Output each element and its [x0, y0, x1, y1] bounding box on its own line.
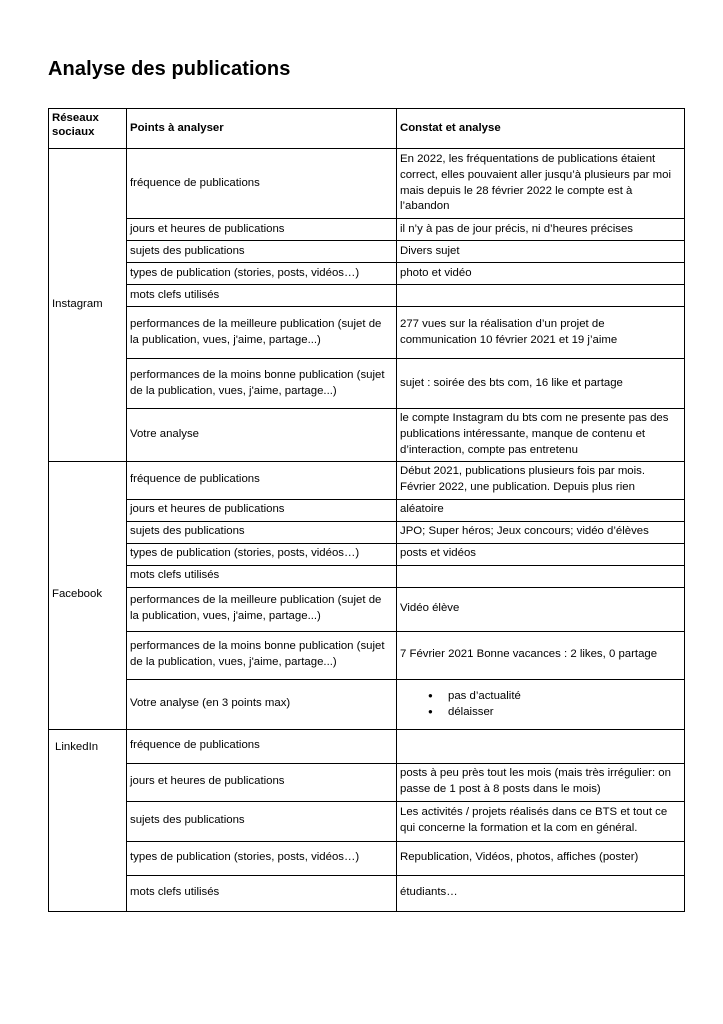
table-row [49, 841, 685, 875]
table-row [49, 543, 685, 565]
finding-cell: Les activités / projets réalisés dans ce BTS et tout ce qui concerne la formation et la com en général. [397, 801, 685, 841]
point-cell: Votre analyse (en 3 points max) [127, 679, 397, 729]
table-row [49, 763, 685, 801]
table-row [49, 241, 685, 263]
finding-cell: 7 Février 2021 Bonne vacances : 2 likes, 0 partage [397, 631, 685, 679]
point-cell: performances de la meilleure publication (sujet de la publication, vues, j'aime, partage...) [127, 587, 397, 631]
table-row [49, 801, 685, 841]
point-cell: performances de la moins bonne publication (sujet de la publication, vues, j'aime, partage...) [127, 631, 397, 679]
table-header-row [49, 109, 685, 149]
table-row [49, 521, 685, 543]
point-cell: jours et heures de publications [127, 499, 397, 521]
point-cell: performances de la meilleure publication (sujet de la publication, vues, j'aime, partage...) [127, 307, 397, 359]
finding-cell [397, 285, 685, 307]
table-row [49, 359, 685, 409]
table-row [49, 499, 685, 521]
finding-cell: Vidéo élève [397, 587, 685, 631]
point-cell: performances de la moins bonne publication (sujet de la publication, vues, j'aime, partage...) [127, 359, 397, 409]
table-row [49, 263, 685, 285]
table-row [49, 587, 685, 631]
header-points: Points à analyser [127, 109, 397, 149]
finding-cell: le compte Instagram du bts com ne presente pas des publications intéressante, manque de contenu et d’interaction, compte pas entretenu [397, 409, 685, 462]
point-cell: types de publication (stories, posts, vidéos…) [127, 543, 397, 565]
point-cell: sujets des publications [127, 801, 397, 841]
table-row [49, 219, 685, 241]
header-findings: Constat et analyse [397, 109, 685, 149]
finding-cell: En 2022, les fréquentations de publications étaient correct, elles pouvaient aller jusqu’à plusieurs par moi mais depuis le 28 février 2022 le compte est à l’abandon [397, 149, 685, 219]
finding-cell: JPO; Super héros; Jeux concours; vidéo d’élèves [397, 521, 685, 543]
point-cell: fréquence de publications [127, 461, 397, 499]
point-cell: fréquence de publications [127, 729, 397, 763]
bullet-item: ● pas d’actualité [436, 688, 681, 705]
network-instagram: Instagram [49, 149, 127, 462]
bullet-item: ● délaisser [436, 704, 681, 721]
point-cell: types de publication (stories, posts, vidéos…) [127, 841, 397, 875]
table-row [49, 729, 685, 763]
point-cell: jours et heures de publications [127, 763, 397, 801]
point-cell: fréquence de publications [127, 149, 397, 219]
point-cell: jours et heures de publications [127, 219, 397, 241]
finding-cell: il n’y à pas de jour précis, ni d’heures précises [397, 219, 685, 241]
analysis-table [48, 108, 685, 912]
finding-cell: aléatoire [397, 499, 685, 521]
network-facebook: Facebook [49, 461, 127, 729]
finding-cell: étudiants… [397, 875, 685, 911]
point-cell: sujets des publications [127, 241, 397, 263]
finding-cell: posts et vidéos [397, 543, 685, 565]
table-row [49, 461, 685, 499]
table-row [49, 409, 685, 462]
table-row [49, 285, 685, 307]
finding-cell: Republication, Vidéos, photos, affiches (poster) [397, 841, 685, 875]
table-row [49, 307, 685, 359]
finding-cell: Début 2021, publications plusieurs fois par mois. Février 2022, une publication. Depuis plus rien [397, 461, 685, 499]
finding-cell: photo et vidéo [397, 263, 685, 285]
finding-cell [397, 729, 685, 763]
finding-cell: Divers sujet [397, 241, 685, 263]
table-row [49, 631, 685, 679]
point-cell: mots clefs utilisés [127, 285, 397, 307]
page-title: Analyse des publications [48, 58, 291, 80]
table-row [49, 875, 685, 911]
analysis-bullet-list [400, 688, 681, 721]
table-row [49, 679, 685, 729]
finding-cell: posts à peu près tout les mois (mais très irrégulier: on passe de 1 post à 8 posts dans le mois) [397, 763, 685, 801]
table-row [49, 565, 685, 587]
network-linkedin: LinkedIn [49, 729, 127, 911]
finding-cell [397, 565, 685, 587]
table-row [49, 149, 685, 219]
finding-cell: 277 vues sur la réalisation d’un projet de communication 10 février 2021 et 19 j’aime [397, 307, 685, 359]
point-cell: mots clefs utilisés [127, 565, 397, 587]
finding-cell [397, 679, 685, 729]
finding-cell: sujet : soirée des bts com, 16 like et partage [397, 359, 685, 409]
point-cell: types de publication (stories, posts, vidéos…) [127, 263, 397, 285]
point-cell: Votre analyse [127, 409, 397, 462]
point-cell: sujets des publications [127, 521, 397, 543]
point-cell: mots clefs utilisés [127, 875, 397, 911]
header-networks: Réseaux sociaux [49, 109, 127, 149]
